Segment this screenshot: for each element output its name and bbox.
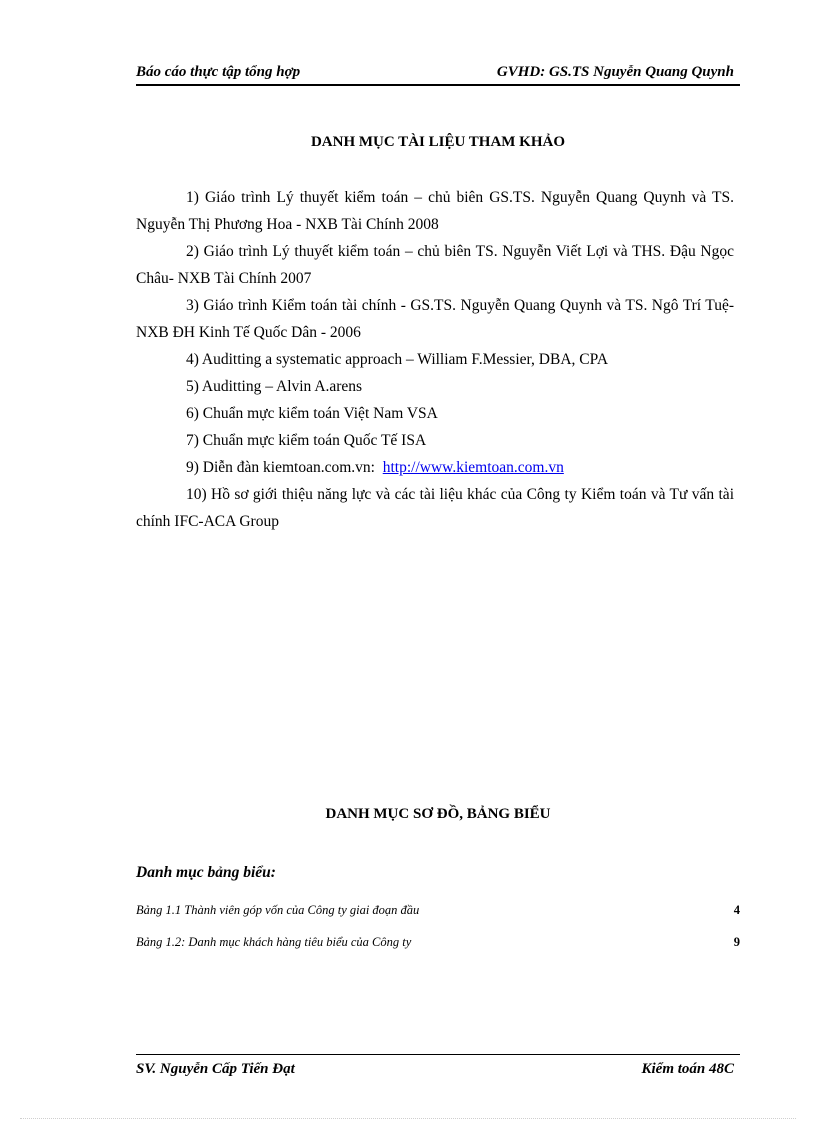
footer-student-name: SV. Nguyễn Cấp Tiến Đạt: [136, 1061, 295, 1077]
reference-item: 4) Auditting a systematic approach – William F.Messier, DBA, CPA: [186, 351, 609, 368]
toc-entry-label: Bảng 1.2: Danh mục khách hàng tiêu biểu của Công ty: [136, 935, 412, 949]
tables-list-subtitle: Danh mục bảng biểu:: [136, 864, 276, 881]
toc-entry-page: 4: [733, 903, 740, 917]
toc-entry-page: 9: [733, 935, 740, 949]
reference-item: 10) Hồ sơ giới thiệu năng lực và các tài liệu khác của Công ty Kiểm toán và Tư vấn tài chính IFC-ACA Group: [136, 486, 734, 530]
reference-item: 1) Giáo trình Lý thuyết kiểm toán – chủ biên GS.TS. Nguyễn Quang Quynh và TS. Nguyễn Thị Phương Hoa - NXB Tài Chính 2008: [136, 189, 734, 233]
reference-item: 6) Chuẩn mực kiểm toán Việt Nam VSA: [186, 405, 438, 422]
reference-item: 7) Chuẩn mực kiểm toán Quốc Tế ISA: [186, 432, 427, 449]
page-edge-divider: [20, 1118, 796, 1119]
reference-item: 3) Giáo trình Kiểm toán tài chính - GS.TS. Nguyễn Quang Quynh và TS. Ngô Trí Tuệ- NXB ĐH Kinh Tế Quốc Dân - 2006: [136, 297, 734, 341]
toc-entry-label: Bảng 1.1 Thành viên góp vốn của Công ty giai đoạn đầu: [136, 903, 420, 917]
forum-label: 9) Diễn đàn kiemtoan.com.vn:: [186, 459, 375, 476]
toc-entry[interactable]: [136, 903, 740, 919]
header-supervisor: GVHD: GS.TS Nguyễn Quang Quynh: [496, 64, 734, 80]
page-footer: [136, 1054, 740, 1085]
references-title: DANH MỤC TÀI LIỆU THAM KHẢO: [310, 134, 566, 150]
page-header: [136, 62, 740, 86]
footer-class: Kiểm toán 48C: [641, 1061, 734, 1077]
reference-item: 2) Giáo trình Lý thuyết kiểm toán – chủ biên TS. Nguyễn Viết Lợi và THS. Đậu Ngọc Châu- NXB Tài Chính 2007: [136, 243, 734, 287]
references-list: [136, 184, 734, 535]
header-report-title: Báo cáo thực tập tổng hợp: [136, 64, 301, 80]
toc-entry[interactable]: [136, 935, 740, 951]
reference-item-forum: [136, 454, 734, 481]
charts-section-title: DANH MỤC SƠ ĐỒ, BẢNG BIỂU: [325, 806, 551, 822]
reference-item: 5) Auditting – Alvin A.arens: [186, 378, 363, 395]
kiemtoan-link[interactable]: http://www.kiemtoan.com.vn: [382, 459, 564, 476]
